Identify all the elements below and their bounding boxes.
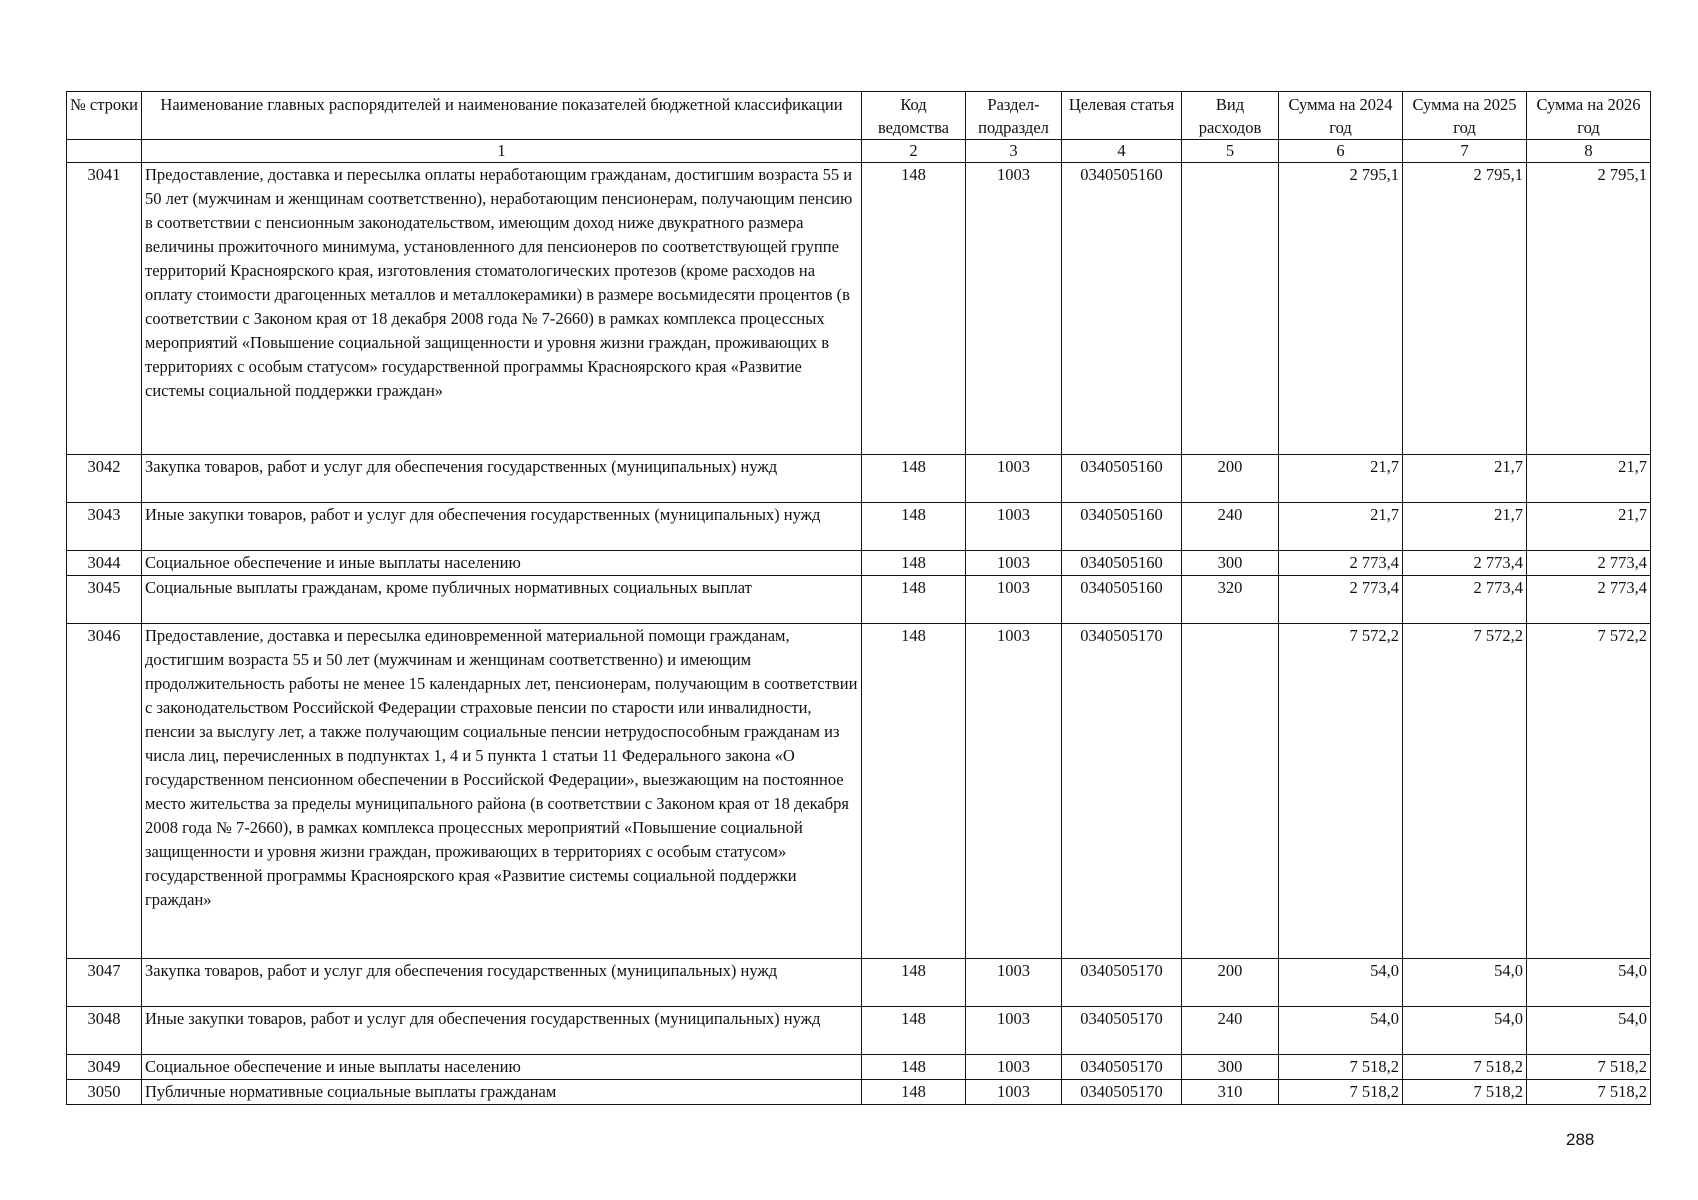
row-target-item: 0340505170 xyxy=(1062,1007,1182,1055)
row-sum-2026: 2 795,1 xyxy=(1527,163,1651,455)
row-dept-code: 148 xyxy=(862,1080,966,1105)
table-row xyxy=(67,959,1651,1007)
table-row xyxy=(67,503,1651,551)
row-sum-2025: 21,7 xyxy=(1403,455,1527,503)
row-expense-type: 320 xyxy=(1182,576,1279,624)
row-sum-2025: 7 518,2 xyxy=(1403,1055,1527,1080)
row-name: Социальное обеспечение и иные выплаты населению xyxy=(142,1055,862,1080)
row-sum-2025: 7 518,2 xyxy=(1403,1080,1527,1105)
row-number: 3049 xyxy=(67,1055,142,1080)
row-expense-type xyxy=(1182,624,1279,959)
header-expense-type: Вид расходов xyxy=(1182,92,1279,140)
row-expense-type: 300 xyxy=(1182,551,1279,576)
column-number: 1 xyxy=(142,140,862,163)
row-name: Социальное обеспечение и иные выплаты населению xyxy=(142,551,862,576)
row-dept-code: 148 xyxy=(862,1007,966,1055)
row-sum-2026: 54,0 xyxy=(1527,1007,1651,1055)
row-target-item: 0340505160 xyxy=(1062,576,1182,624)
row-target-item: 0340505170 xyxy=(1062,959,1182,1007)
row-sum-2026: 7 572,2 xyxy=(1527,624,1651,959)
row-target-item: 0340505160 xyxy=(1062,503,1182,551)
row-sum-2024: 2 773,4 xyxy=(1279,551,1403,576)
row-dept-code: 148 xyxy=(862,455,966,503)
row-expense-type: 310 xyxy=(1182,1080,1279,1105)
table-row xyxy=(67,551,1651,576)
column-number-row xyxy=(67,140,1651,163)
row-target-item: 0340505170 xyxy=(1062,624,1182,959)
row-sum-2026: 21,7 xyxy=(1527,455,1651,503)
budget-table xyxy=(66,91,1651,1105)
column-number: 4 xyxy=(1062,140,1182,163)
row-name: Закупка товаров, работ и услуг для обеспечения государственных (муниципальных) нужд xyxy=(142,959,862,1007)
row-target-item: 0340505160 xyxy=(1062,551,1182,576)
row-sum-2025: 2 795,1 xyxy=(1403,163,1527,455)
row-section: 1003 xyxy=(966,959,1062,1007)
header-target-item: Целевая статья xyxy=(1062,92,1182,140)
row-sum-2024: 2 795,1 xyxy=(1279,163,1403,455)
row-sum-2024: 7 518,2 xyxy=(1279,1080,1403,1105)
row-target-item: 0340505160 xyxy=(1062,163,1182,455)
row-name: Иные закупки товаров, работ и услуг для обеспечения государственных (муниципальных) нужд xyxy=(142,503,862,551)
row-dept-code: 148 xyxy=(862,576,966,624)
row-dept-code: 148 xyxy=(862,624,966,959)
row-expense-type: 240 xyxy=(1182,503,1279,551)
row-sum-2024: 21,7 xyxy=(1279,455,1403,503)
row-target-item: 0340505160 xyxy=(1062,455,1182,503)
table-row xyxy=(67,455,1651,503)
row-section: 1003 xyxy=(966,551,1062,576)
row-number: 3041 xyxy=(67,163,142,455)
row-name: Предоставление, доставка и пересылка единовременной материальной помощи гражданам, достигшим возраста 55 и 50 лет (мужчинам и женщинам соответственно) и имеющим продолжительность работы не менее 15 календарных лет, пенсионерам, получающим в соответствии с законодательством Российской Федерации страховые пенсии по старости или инвалидности, пенсии за выслугу лет, а также получающим социальные пенсии нетрудоспособным гражданам из числа лиц, перечисленных в подпунктах 1, 4 и 5 пункта 1 статьи 11 Федерального закона «О государственном пенсионном обеспечении в Российской Федерации», выезжающим на постоянное место жительства за пределы муниципального района (в соответствии с Законом края от 18 декабря 2008 года № 7-2660), в рамках комплекса процессных мероприятий «Повышение социальной защищенности и уровня жизни граждан, проживающих в территориях с особым статусом» государственной программы Красноярского края «Развитие системы социальной поддержки граждан» xyxy=(142,624,862,959)
table-row xyxy=(67,1080,1651,1105)
row-sum-2025: 7 572,2 xyxy=(1403,624,1527,959)
row-sum-2025: 2 773,4 xyxy=(1403,576,1527,624)
row-name: Иные закупки товаров, работ и услуг для обеспечения государственных (муниципальных) нужд xyxy=(142,1007,862,1055)
row-name: Предоставление, доставка и пересылка оплаты неработающим гражданам, достигшим возраста 55 и 50 лет (мужчинам и женщинам соответственно), неработающим пенсионерам, получающим пенсию в соответствии с пенсионным законодательством, имеющим доход ниже двукратного размера величины прожиточного минимума, установленного для пенсионеров по соответствующей группе территорий Красноярского края, изготовления стоматологических протезов (кроме расходов на оплату стоимости драгоценных металлов и металлокерамики) в размере восьмидесяти процентов (в соответствии с Законом края от 18 декабря 2008 года № 7-2660) в рамках комплекса процессных мероприятий «Повышение социальной защищенности и уровня жизни граждан, проживающих в территориях с особым статусом» государственной программы Красноярского края «Развитие системы социальной поддержки граждан» xyxy=(142,163,862,455)
row-number: 3047 xyxy=(67,959,142,1007)
row-sum-2026: 7 518,2 xyxy=(1527,1055,1651,1080)
header-row xyxy=(67,92,1651,140)
row-section: 1003 xyxy=(966,503,1062,551)
row-section: 1003 xyxy=(966,1055,1062,1080)
row-dept-code: 148 xyxy=(862,551,966,576)
header-dept-code: Код ведомства xyxy=(862,92,966,140)
header-name: Наименование главных распорядителей и наименование показателей бюджетной классификации xyxy=(142,92,862,140)
row-number: 3044 xyxy=(67,551,142,576)
table-row xyxy=(67,1007,1651,1055)
row-sum-2024: 54,0 xyxy=(1279,959,1403,1007)
row-name: Публичные нормативные социальные выплаты гражданам xyxy=(142,1080,862,1105)
row-section: 1003 xyxy=(966,455,1062,503)
column-number: 8 xyxy=(1527,140,1651,163)
table-row xyxy=(67,576,1651,624)
row-target-item: 0340505170 xyxy=(1062,1055,1182,1080)
row-sum-2026: 21,7 xyxy=(1527,503,1651,551)
row-sum-2026: 2 773,4 xyxy=(1527,576,1651,624)
row-sum-2024: 2 773,4 xyxy=(1279,576,1403,624)
header-section: Раздел-подраздел xyxy=(966,92,1062,140)
column-number-blank xyxy=(67,140,142,163)
row-section: 1003 xyxy=(966,1080,1062,1105)
row-sum-2026: 2 773,4 xyxy=(1527,551,1651,576)
row-expense-type: 240 xyxy=(1182,1007,1279,1055)
row-sum-2025: 2 773,4 xyxy=(1403,551,1527,576)
row-target-item: 0340505170 xyxy=(1062,1080,1182,1105)
row-expense-type: 200 xyxy=(1182,455,1279,503)
row-sum-2026: 7 518,2 xyxy=(1527,1080,1651,1105)
header-sum-2025: Сумма на 2025 год xyxy=(1403,92,1527,140)
header-row-no: № строки xyxy=(67,92,142,140)
row-dept-code: 148 xyxy=(862,1055,966,1080)
column-number: 2 xyxy=(862,140,966,163)
row-expense-type: 200 xyxy=(1182,959,1279,1007)
row-section: 1003 xyxy=(966,624,1062,959)
row-sum-2024: 7 572,2 xyxy=(1279,624,1403,959)
row-sum-2025: 54,0 xyxy=(1403,959,1527,1007)
row-number: 3046 xyxy=(67,624,142,959)
row-sum-2024: 54,0 xyxy=(1279,1007,1403,1055)
row-sum-2025: 21,7 xyxy=(1403,503,1527,551)
row-number: 3042 xyxy=(67,455,142,503)
row-sum-2024: 21,7 xyxy=(1279,503,1403,551)
row-dept-code: 148 xyxy=(862,959,966,1007)
row-number: 3048 xyxy=(67,1007,142,1055)
row-expense-type xyxy=(1182,163,1279,455)
row-expense-type: 300 xyxy=(1182,1055,1279,1080)
row-sum-2024: 7 518,2 xyxy=(1279,1055,1403,1080)
row-number: 3045 xyxy=(67,576,142,624)
header-sum-2026: Сумма на 2026 год xyxy=(1527,92,1651,140)
row-section: 1003 xyxy=(966,1007,1062,1055)
row-dept-code: 148 xyxy=(862,163,966,455)
row-number: 3043 xyxy=(67,503,142,551)
row-sum-2026: 54,0 xyxy=(1527,959,1651,1007)
column-number: 3 xyxy=(966,140,1062,163)
column-number: 7 xyxy=(1403,140,1527,163)
row-name: Закупка товаров, работ и услуг для обеспечения государственных (муниципальных) нужд xyxy=(142,455,862,503)
row-dept-code: 148 xyxy=(862,503,966,551)
table-row xyxy=(67,624,1651,959)
row-section: 1003 xyxy=(966,163,1062,455)
table-row xyxy=(67,163,1651,455)
row-name: Социальные выплаты гражданам, кроме публичных нормативных социальных выплат xyxy=(142,576,862,624)
page-number: 288 xyxy=(1566,1130,1595,1149)
row-section: 1003 xyxy=(966,576,1062,624)
column-number: 5 xyxy=(1182,140,1279,163)
row-number: 3050 xyxy=(67,1080,142,1105)
table-row xyxy=(67,1055,1651,1080)
row-sum-2025: 54,0 xyxy=(1403,1007,1527,1055)
header-sum-2024: Сумма на 2024 год xyxy=(1279,92,1403,140)
column-number: 6 xyxy=(1279,140,1403,163)
